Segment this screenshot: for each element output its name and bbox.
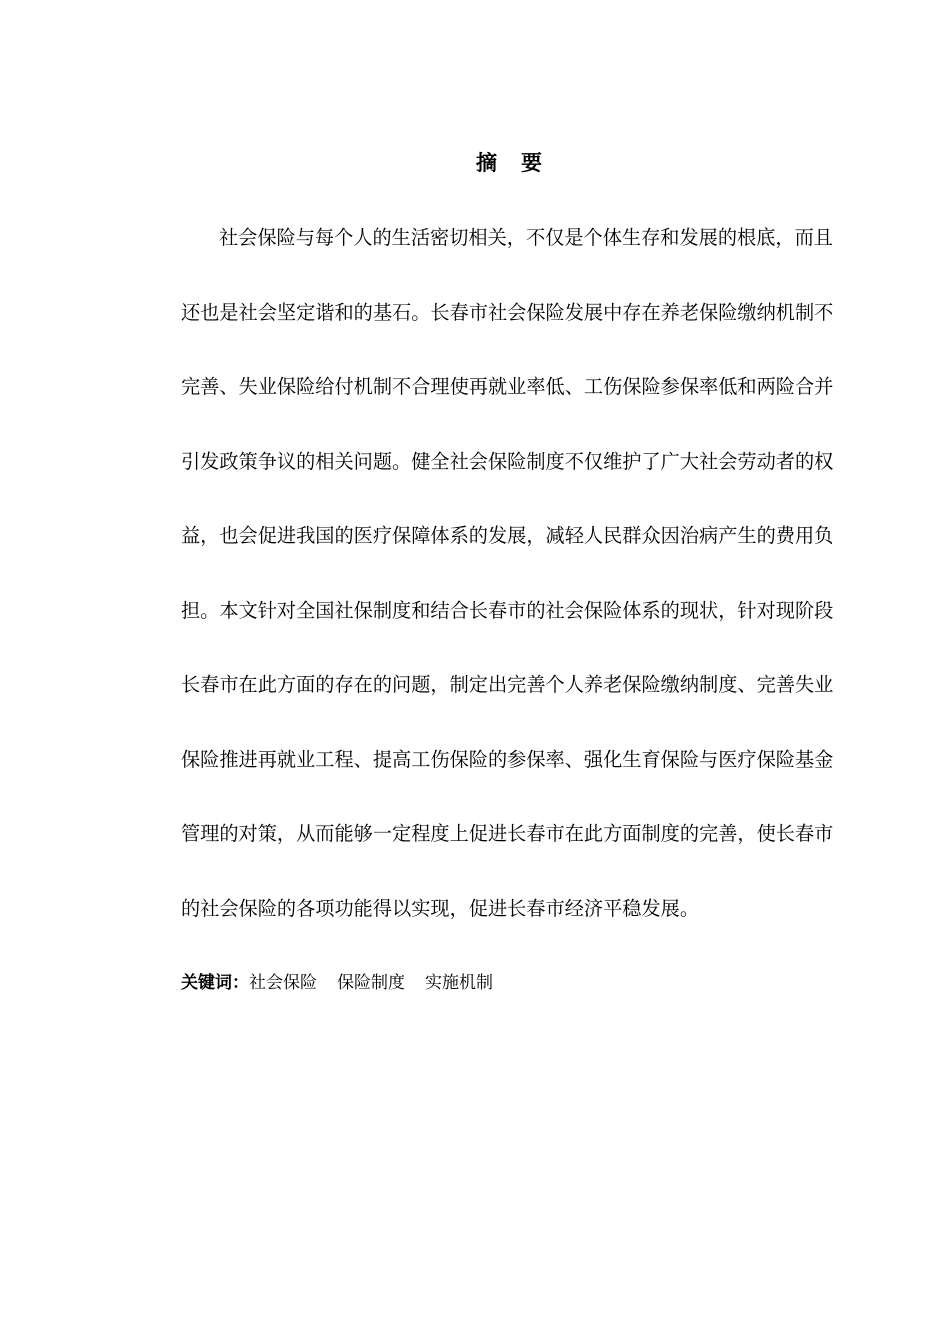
abstract-line-7: 长春市在此方面的存在的问题，制定出完善个人养老保险缴纳制度、完善失业 (181, 673, 834, 696)
abstract-body (181, 220, 837, 965)
keywords-line (181, 968, 513, 998)
abstract-title (476, 148, 542, 178)
abstract-line-2: 还也是社会坚定谐和的基石。长春市社会保险发展中存在养老保险缴纳机制不 (181, 300, 834, 324)
abstract-line-4: 引发政策争议的相关问题。健全社会保险制度不仅维护了广大社会劳动者的权 (181, 449, 834, 473)
abstract-line-1: 社会保险与每个人的生活密切相关，不仅是个体生存和发展的根底，而且 (219, 226, 833, 249)
abstract-line-5: 益，也会促进我国的医疗保障体系的发展，减轻人民群众因治病产生的费用负 (181, 524, 834, 547)
keyword-item: 实施机制 (425, 973, 493, 993)
abstract-line-10: 的社会保险的各项功能得以实现，促进长春市经济平稳发展。 (181, 896, 700, 920)
keyword-item: 社会保险 (249, 973, 317, 993)
abstract-line-8: 保险推进再就业工程、提高工伤保险的参保率、强化生育保险与医疗保险基金 (181, 747, 834, 771)
keywords-label: 关键词： (181, 973, 249, 993)
abstract-line-3: 完善、失业保险给付机制不合理使再就业率低、工伤保险参保率低和两险合并 (181, 375, 834, 398)
abstract-title-char-1: 摘 (476, 151, 497, 175)
abstract-title-char-2: 要 (521, 151, 542, 175)
abstract-line-9: 管理的对策，从而能够一定程度上促进长春市在此方面制度的完善，使长春市 (181, 822, 834, 845)
keyword-item: 保险制度 (337, 973, 405, 993)
abstract-line-6: 担。本文针对全国社保制度和结合长春市的社会保险体系的现状，针对现阶段 (181, 598, 834, 622)
